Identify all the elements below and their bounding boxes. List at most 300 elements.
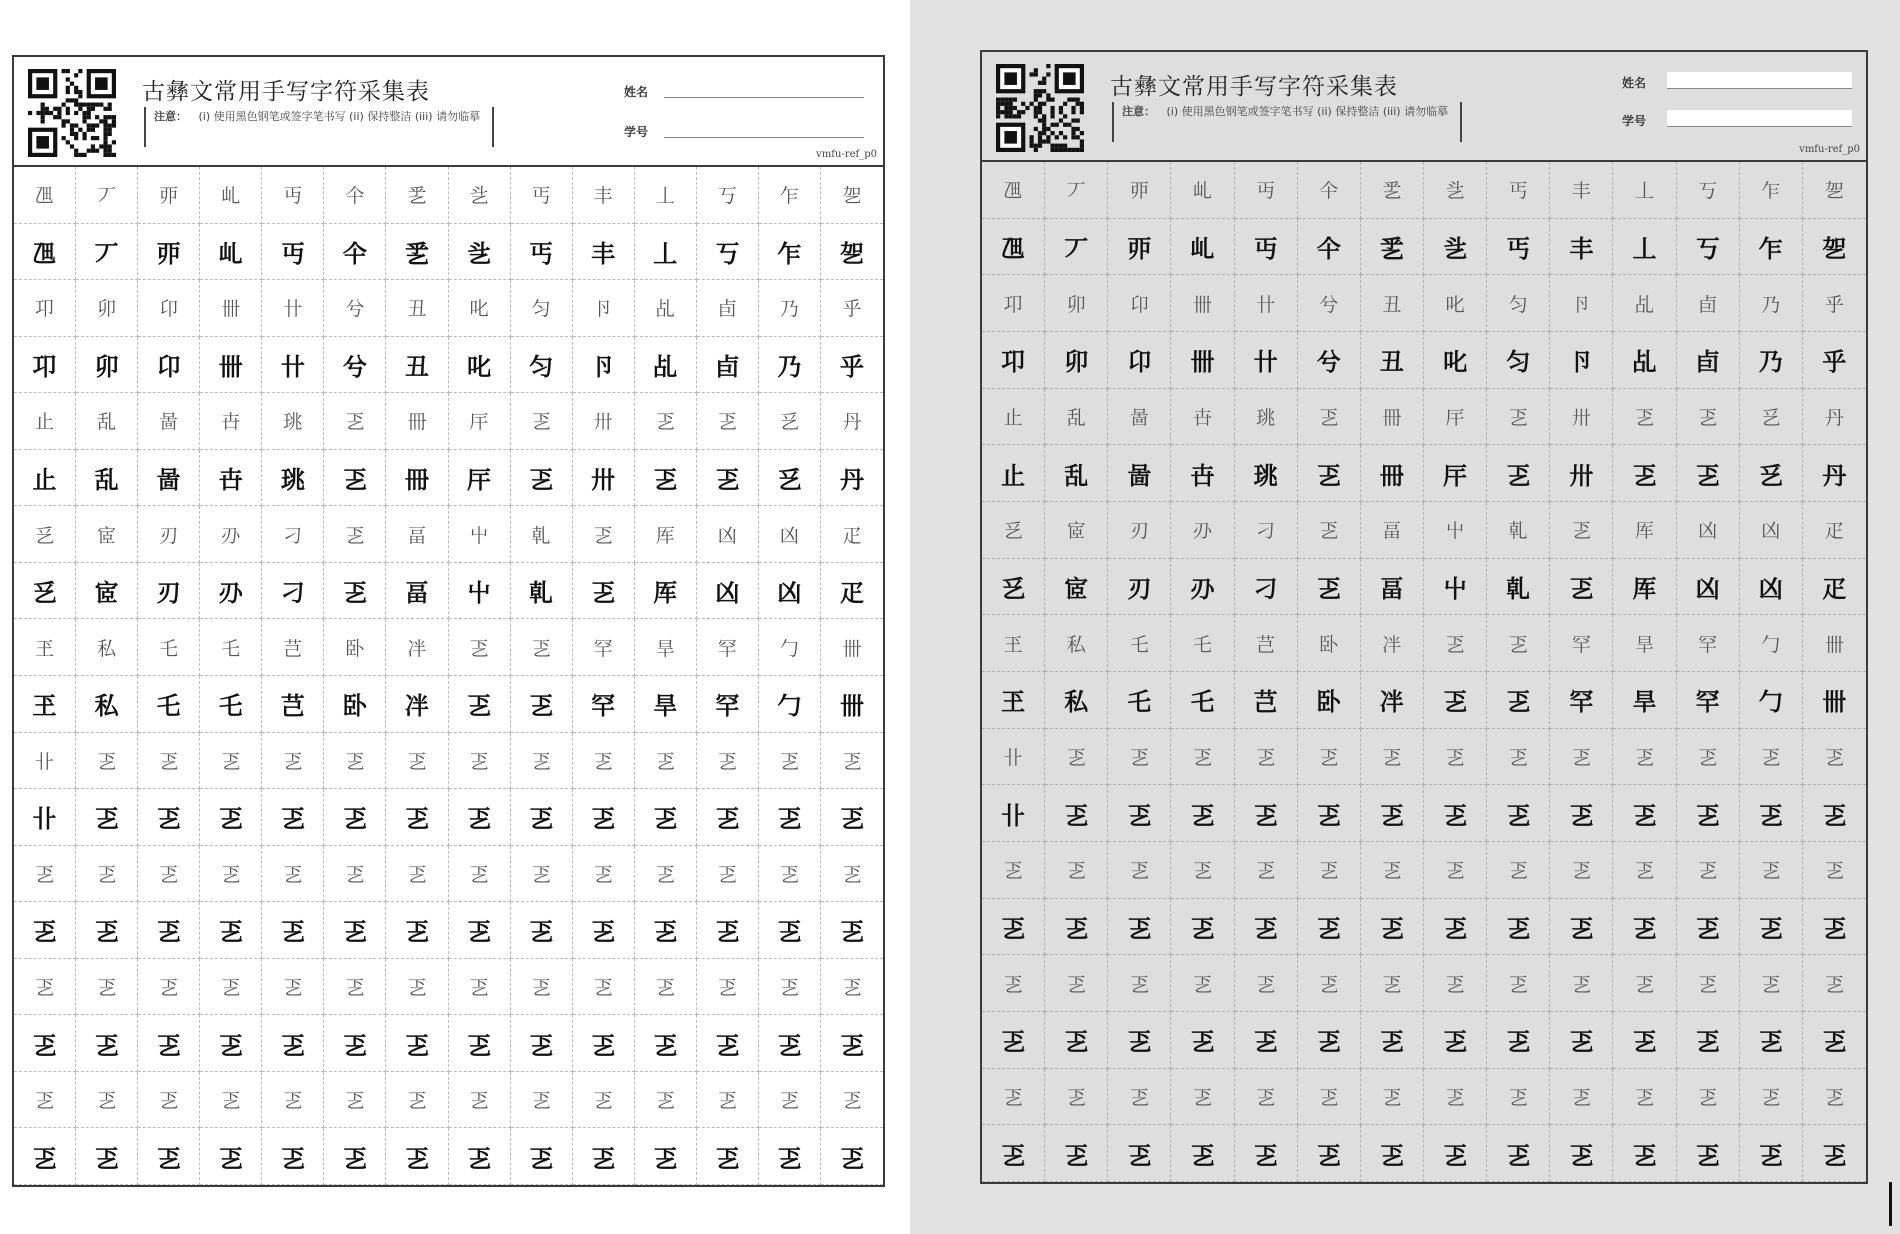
reference-glyph-cell: 乤 [449,733,511,790]
reference-glyph-cell: 乤 [1298,389,1361,446]
handwritten-glyph-cell: 乤 [1487,899,1550,956]
handwritten-glyph-cell: 罕 [1550,672,1613,729]
handwritten-glyph-cell: 乱 [76,450,138,507]
reference-glyph-cell: 罕 [697,619,759,676]
handwritten-glyph-cell: 乤 [1803,785,1866,842]
reference-glyph-cell: 乤 [1298,729,1361,786]
handwritten-glyph-cell: 乤 [1487,1012,1550,1069]
handwritten-glyph-cell: 乧 [449,224,511,281]
reference-glyph-cell: 乤 [1235,729,1298,786]
id-field-redacted [1667,110,1852,127]
reference-glyph-cell: 乤 [1298,955,1361,1012]
handwritten-glyph-cell: 乤 [1740,1125,1803,1182]
reference-glyph-cell: 卋 [200,393,262,450]
handwritten-glyph-cell: 丄 [635,224,697,281]
handwritten-glyph-cell: 丣 [1108,219,1171,276]
reference-glyph-cell: 乤 [1235,955,1298,1012]
handwritten-glyph-cell: 乤 [449,1015,511,1072]
handwritten-glyph-cell: 刁 [1235,559,1298,616]
reference-glyph-cell: 卌 [200,280,262,337]
handwritten-glyph-cell: 丑 [386,337,448,394]
reference-glyph-cell: 乤 [982,1069,1045,1126]
reference-glyph-cell: 乤 [759,846,821,903]
scan-page-left [0,0,910,1234]
reference-glyph-cell: 刅 [200,506,262,563]
reference-glyph-cell: 乤 [1677,729,1740,786]
reference-glyph-cell: 厈 [1424,389,1487,446]
handwritten-glyph-cell: 乤 [635,1015,697,1072]
reference-glyph-cell: 疋 [821,506,883,563]
reference-glyph-cell: 乧 [1424,162,1487,219]
reference-glyph-cell: 乤 [1613,1069,1676,1126]
handwritten-glyph-cell: 冊 [386,450,448,507]
reference-glyph-cell: 乤 [1108,1069,1171,1126]
handwritten-glyph-cell: 乤 [1235,1125,1298,1182]
reference-glyph-cell: 乤 [635,846,697,903]
reference-glyph-cell: 乤 [697,393,759,450]
handwritten-glyph-cell: 乤 [1045,1012,1108,1069]
handwritten-glyph-cell: 乤 [821,1015,883,1072]
handwritten-glyph-cell: 丹 [1803,445,1866,502]
handwritten-glyph-cell: 乤 [1424,1012,1487,1069]
reference-glyph-cell: 乤 [324,846,386,903]
handwritten-glyph-cell: 卪 [1550,332,1613,389]
reference-glyph-cell: 宧 [1045,502,1108,559]
handwritten-glyph-cell: 乤 [982,1125,1045,1182]
handwritten-glyph-cell: 疋 [821,563,883,620]
handwritten-glyph-cell: 兮 [1298,332,1361,389]
reference-glyph-cell: 卌 [821,619,883,676]
handwritten-glyph-cell: 乤 [1740,1012,1803,1069]
handwritten-glyph-cell: 乤 [573,563,635,620]
handwritten-glyph-cell: 乤 [324,789,386,846]
reference-glyph-cell: 乤 [324,733,386,790]
reference-glyph-cell: 卧 [1298,615,1361,672]
handwritten-glyph-cell: 乤 [821,789,883,846]
handwritten-glyph-cell: 乤 [511,1128,573,1185]
reference-glyph-cell: 乤 [1740,842,1803,899]
reference-glyph-cell: 屮 [1424,502,1487,559]
reference-glyph-cell: 乤 [1487,842,1550,899]
reference-glyph-cell: 玊 [14,619,76,676]
sheet-header [982,52,1866,162]
notice-label: 注意： [1122,105,1155,118]
reference-glyph-cell: 乤 [697,846,759,903]
handwritten-glyph-cell: 乤 [138,1015,200,1072]
character-grid [14,167,883,1185]
reference-glyph-cell: 卄 [1235,275,1298,332]
handwritten-glyph-cell: 丰 [1550,219,1613,276]
handwritten-glyph-cell: 卯 [1045,332,1108,389]
reference-glyph-cell: 乤 [1487,955,1550,1012]
reference-glyph-cell: 卬 [138,280,200,337]
reference-glyph-cell: 丄 [1613,162,1676,219]
handwritten-glyph-cell: 乤 [573,789,635,846]
reference-glyph-cell: 仐 [324,167,386,224]
handwritten-glyph-cell: 丄 [1613,219,1676,276]
handwritten-glyph-cell: 乱 [1045,445,1108,502]
reference-glyph-cell: 乥 [982,502,1045,559]
handwritten-glyph-cell: 玊 [982,672,1045,729]
reference-glyph-cell: 丆 [76,167,138,224]
reference-glyph-cell: 啚 [1108,389,1171,446]
handwritten-glyph-cell: 旱 [1613,672,1676,729]
handwritten-glyph-cell: 丰 [573,224,635,281]
reference-glyph-cell: 乤 [324,393,386,450]
reference-glyph-cell: 刃 [1108,502,1171,559]
handwritten-glyph-cell: 乤 [76,1128,138,1185]
reference-glyph-cell: 疋 [1803,502,1866,559]
reference-glyph-cell: 叱 [449,280,511,337]
handwritten-glyph-cell: 厈 [1424,445,1487,502]
handwritten-glyph-cell: 乥 [14,563,76,620]
handwritten-glyph-cell: 乯 [1361,219,1424,276]
handwritten-glyph-cell: 卣 [1677,332,1740,389]
reference-glyph-cell: 乤 [1298,842,1361,899]
reference-glyph-cell: 乩 [1613,275,1676,332]
handwritten-glyph-cell: 卝 [982,785,1045,842]
handwritten-glyph-cell: 乤 [76,902,138,959]
reference-glyph-cell: 珧 [1235,389,1298,446]
handwritten-glyph-cell: 乤 [697,902,759,959]
id-field-redacted [664,121,864,138]
handwritten-glyph-cell: 乤 [1171,1125,1234,1182]
handwritten-glyph-cell: 卬 [138,337,200,394]
reference-glyph-cell: 罕 [573,619,635,676]
reference-glyph-cell: 乤 [1171,842,1234,899]
reference-glyph-cell: 乤 [138,846,200,903]
handwritten-glyph-cell: 卣 [697,337,759,394]
handwritten-glyph-cell: 乤 [1740,899,1803,956]
reference-glyph-cell: 旱 [1613,615,1676,672]
handwritten-glyph-cell: 乤 [200,789,262,846]
handwritten-glyph-cell: 乤 [1235,1012,1298,1069]
reference-glyph-cell: 乤 [262,733,324,790]
reference-glyph-cell: 乪 [982,162,1045,219]
reference-glyph-cell: 卯 [1045,275,1108,332]
reference-glyph-cell: 乤 [1613,389,1676,446]
reference-glyph-cell: 乤 [1487,729,1550,786]
reference-glyph-cell: 乤 [1171,729,1234,786]
reference-glyph-cell: 乩 [635,280,697,337]
reference-glyph-cell: 乤 [821,733,883,790]
handwritten-glyph-cell: 乤 [511,1015,573,1072]
name-label: 姓名 [1622,76,1647,90]
handwritten-glyph-cell: 乤 [1171,1012,1234,1069]
reference-glyph-cell: 乤 [1740,955,1803,1012]
reference-glyph-cell: 乤 [573,959,635,1016]
reference-glyph-cell: 乤 [1045,1069,1108,1126]
reference-glyph-cell: 丰 [1550,162,1613,219]
reference-glyph-cell: 乤 [511,1072,573,1129]
handwritten-glyph-cell: 乤 [262,902,324,959]
handwritten-glyph-cell: 乤 [200,902,262,959]
handwritten-glyph-cell: 丐 [1487,219,1550,276]
reference-glyph-cell: 兮 [1298,275,1361,332]
handwritten-glyph-cell: 刅 [200,563,262,620]
reference-glyph-cell: 乤 [14,1072,76,1129]
handwritten-glyph-cell: 乤 [697,789,759,846]
handwritten-glyph-cell: 乤 [1677,1125,1740,1182]
reference-glyph-cell: 珧 [262,393,324,450]
handwritten-glyph-cell: 乤 [1550,1125,1613,1182]
reference-glyph-cell: 凶 [1677,502,1740,559]
reference-glyph-cell: 止 [14,393,76,450]
reference-glyph-cell: 乤 [511,846,573,903]
handwritten-glyph-cell: 乤 [821,902,883,959]
handwritten-glyph-cell: 乤 [1613,899,1676,956]
reference-glyph-cell: 乤 [200,959,262,1016]
reference-glyph-cell: 乤 [1677,389,1740,446]
reference-glyph-cell: 乤 [76,1072,138,1129]
reference-glyph-cell: 乤 [1803,842,1866,899]
handwritten-glyph-cell: 乤 [1298,899,1361,956]
reference-glyph-cell: 叱 [1424,275,1487,332]
reference-glyph-cell: 乍 [759,167,821,224]
reference-glyph-cell: 丏 [1235,162,1298,219]
handwritten-glyph-cell: 卅 [573,450,635,507]
reference-glyph-cell: 冊 [1361,389,1424,446]
reference-glyph-cell: 丑 [386,280,448,337]
handwritten-glyph-cell: 乤 [1361,1012,1424,1069]
reference-glyph-cell: 乤 [635,393,697,450]
reference-glyph-cell: 乤 [982,955,1045,1012]
reference-glyph-cell: 乤 [262,1072,324,1129]
handwritten-glyph-cell: 私 [1045,672,1108,729]
handwritten-glyph-cell: 乤 [1677,899,1740,956]
handwritten-glyph-cell: 卄 [1235,332,1298,389]
handwritten-glyph-cell: 乤 [1424,785,1487,842]
reference-glyph-cell: 乤 [821,959,883,1016]
reference-glyph-cell: 兮 [324,280,386,337]
reference-glyph-cell: 卝 [14,733,76,790]
reference-glyph-cell: 丂 [1677,162,1740,219]
reference-glyph-cell: 卣 [1677,275,1740,332]
handwritten-glyph-cell: 乤 [635,789,697,846]
handwritten-glyph-cell: 屮 [449,563,511,620]
handwritten-glyph-cell: 乤 [76,789,138,846]
reference-glyph-cell: 厈 [449,393,511,450]
reference-glyph-cell: 丣 [138,167,200,224]
id-label: 学号 [1622,114,1647,128]
handwritten-glyph-cell: 冊 [1361,445,1424,502]
handwritten-glyph-cell: 乤 [386,789,448,846]
reference-glyph-cell: 乫 [821,167,883,224]
reference-glyph-cell: 乤 [1298,1069,1361,1126]
handwritten-glyph-cell: 乪 [14,224,76,281]
reference-glyph-cell: 乤 [982,842,1045,899]
reference-glyph-cell: 乤 [1424,729,1487,786]
handwritten-glyph-cell: 乤 [697,1015,759,1072]
reference-glyph-cell: 乤 [759,959,821,1016]
reference-glyph-cell: 凶 [1740,502,1803,559]
handwritten-glyph-cell: 乤 [1613,1125,1676,1182]
reference-glyph-cell: 芑 [262,619,324,676]
reference-glyph-cell: 乤 [697,733,759,790]
handwritten-glyph-cell: 乤 [821,1128,883,1185]
handwritten-glyph-cell: 乤 [573,1015,635,1072]
reference-glyph-cell: 厍 [635,506,697,563]
reference-glyph-cell: 乤 [386,1072,448,1129]
reference-glyph-cell: 乤 [1550,502,1613,559]
reference-glyph-cell: 乤 [1235,1069,1298,1126]
reference-glyph-cell: 乤 [324,506,386,563]
handwritten-glyph-cell: 乤 [386,1015,448,1072]
handwritten-glyph-cell: 乤 [1171,899,1234,956]
reference-glyph-cell: 丐 [511,167,573,224]
handwritten-glyph-cell: 乤 [324,902,386,959]
handwritten-glyph-cell: 乤 [1677,1012,1740,1069]
reference-glyph-cell: 乤 [635,733,697,790]
handwritten-glyph-cell: 乤 [1108,1125,1171,1182]
handwritten-glyph-cell: 兮 [324,337,386,394]
handwritten-glyph-cell: 乩 [1613,332,1676,389]
reference-glyph-cell: 乎 [1803,275,1866,332]
handwritten-glyph-cell: 乤 [1550,559,1613,616]
handwritten-glyph-cell: 止 [982,445,1045,502]
reference-glyph-cell: 乤 [449,846,511,903]
reference-glyph-cell: 乯 [386,167,448,224]
handwritten-glyph-cell: 乤 [1108,899,1171,956]
handwritten-glyph-cell: 乹 [511,563,573,620]
reference-glyph-cell: 乤 [821,1072,883,1129]
reference-glyph-cell: 卌 [1803,615,1866,672]
handwritten-glyph-cell: 乢 [1171,219,1234,276]
handwritten-glyph-cell: 乇 [138,676,200,733]
handwritten-glyph-cell: 卝 [14,789,76,846]
handwritten-glyph-cell: 乧 [1424,219,1487,276]
handwritten-glyph-cell: 乤 [1045,785,1108,842]
handwritten-glyph-cell: 凶 [697,563,759,620]
reference-glyph-cell: 丏 [262,167,324,224]
reference-glyph-cell: 止 [982,389,1045,446]
reference-glyph-cell: 乤 [1045,955,1108,1012]
reference-glyph-cell: 乤 [1424,615,1487,672]
character-grid [982,162,1866,1182]
reference-glyph-cell: 乤 [324,1072,386,1129]
reference-glyph-cell: 丹 [1803,389,1866,446]
handwritten-glyph-cell: 乤 [1487,785,1550,842]
handwritten-glyph-cell: 乍 [1740,219,1803,276]
reference-glyph-cell: 旱 [635,619,697,676]
reference-glyph-cell: 乤 [449,959,511,1016]
reference-glyph-cell: 乤 [1550,1069,1613,1126]
reference-glyph-cell: 乤 [1045,842,1108,899]
handwritten-glyph-cell: 刅 [1171,559,1234,616]
reference-glyph-cell: 乤 [1740,1069,1803,1126]
reference-glyph-cell: 乇 [138,619,200,676]
handwritten-glyph-cell: 乤 [511,676,573,733]
notice-block [1112,102,1462,142]
reference-glyph-cell: 乤 [697,959,759,1016]
reference-glyph-cell: 乤 [821,846,883,903]
handwritten-glyph-cell: 芑 [262,676,324,733]
reference-glyph-cell: 乫 [1803,162,1866,219]
handwritten-glyph-cell: 乤 [511,789,573,846]
reference-glyph-cell: 乤 [76,959,138,1016]
handwritten-glyph-cell: 乇 [1108,672,1171,729]
handwritten-glyph-cell: 匀 [1487,332,1550,389]
handwritten-glyph-cell: 乤 [1361,899,1424,956]
handwritten-glyph-cell: 厈 [449,450,511,507]
reference-glyph-cell: 乤 [200,846,262,903]
reference-glyph-cell: 玊 [982,615,1045,672]
reference-glyph-cell: 乤 [573,506,635,563]
reference-glyph-cell: 卅 [573,393,635,450]
handwritten-glyph-cell: 乍 [759,224,821,281]
id-label: 学号 [624,125,649,139]
reference-glyph-cell: 刃 [138,506,200,563]
handwritten-glyph-cell: 乤 [449,902,511,959]
handwritten-glyph-cell: 私 [76,676,138,733]
reference-glyph-cell: 罕 [1550,615,1613,672]
reference-glyph-cell: 乹 [1487,502,1550,559]
reference-glyph-cell: 乤 [511,959,573,1016]
reference-code: vmfu-ref_p0 [816,149,877,160]
handwritten-glyph-cell: 卌 [1803,672,1866,729]
reference-glyph-cell: 厍 [1613,502,1676,559]
reference-glyph-cell: 凶 [697,506,759,563]
reference-glyph-cell: 丄 [635,167,697,224]
reference-glyph-cell: 畐 [1361,502,1424,559]
reference-glyph-cell: 乤 [138,1072,200,1129]
reference-glyph-cell: 乤 [1487,615,1550,672]
name-field-redacted [664,81,864,98]
reference-glyph-cell: 刅 [1171,502,1234,559]
reference-glyph-cell: 乤 [1677,1069,1740,1126]
reference-glyph-cell: 仐 [1298,162,1361,219]
handwritten-glyph-cell: 丣 [138,224,200,281]
notice-block [144,107,494,147]
reference-glyph-cell: 凶 [759,506,821,563]
handwritten-glyph-cell: 乤 [386,1128,448,1185]
reference-glyph-cell: 乇 [200,619,262,676]
handwritten-glyph-cell: 罕 [1677,672,1740,729]
handwritten-glyph-cell: 乤 [1740,785,1803,842]
reference-glyph-cell: 乤 [262,959,324,1016]
handwritten-glyph-cell: 乤 [324,1128,386,1185]
handwritten-glyph-cell: 乤 [449,1128,511,1185]
handwritten-glyph-cell: 匀 [511,337,573,394]
reference-glyph-cell: 乤 [1108,842,1171,899]
handwritten-glyph-cell: 卯 [76,337,138,394]
handwritten-glyph-cell: 乎 [821,337,883,394]
handwritten-glyph-cell: 乤 [1045,1125,1108,1182]
reference-glyph-cell: 乤 [1235,842,1298,899]
handwritten-glyph-cell: 啚 [138,450,200,507]
handwritten-glyph-cell: 卧 [1298,672,1361,729]
reference-glyph-cell: 乤 [1361,842,1424,899]
reference-glyph-cell: 乤 [1171,955,1234,1012]
reference-glyph-cell: 乍 [1740,162,1803,219]
reference-glyph-cell: 宧 [76,506,138,563]
handwritten-glyph-cell: 卌 [200,337,262,394]
handwritten-glyph-cell: 凶 [1740,559,1803,616]
handwritten-glyph-cell: 乤 [1803,899,1866,956]
reference-glyph-cell: 乇 [1171,615,1234,672]
handwritten-glyph-cell: 卄 [262,337,324,394]
reference-glyph-cell: 冸 [1361,615,1424,672]
reference-glyph-cell: 乤 [386,846,448,903]
handwritten-glyph-cell: 玊 [14,676,76,733]
reference-glyph-cell: 匀 [511,280,573,337]
reference-glyph-cell: 丆 [1045,162,1108,219]
reference-glyph-cell: 乤 [1298,502,1361,559]
handwritten-glyph-cell: 乥 [759,450,821,507]
handwritten-glyph-cell: 乤 [1613,785,1676,842]
handwritten-glyph-cell: 勹 [759,676,821,733]
handwritten-glyph-cell: 啚 [1108,445,1171,502]
